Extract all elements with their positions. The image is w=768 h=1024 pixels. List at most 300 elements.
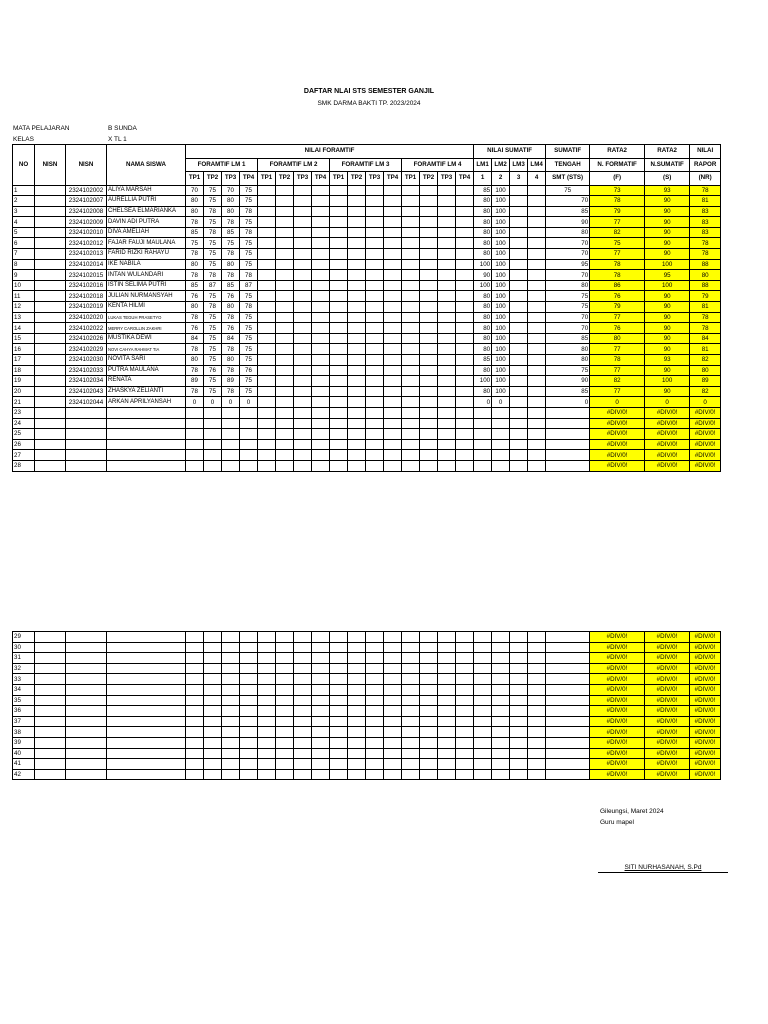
empty-cell xyxy=(528,674,546,685)
avg-formatif: #DIV/0! xyxy=(590,716,645,727)
sts-score: 90 xyxy=(546,376,590,387)
empty-cell xyxy=(107,706,186,717)
empty-cell xyxy=(456,716,474,727)
lm1-score: 80 xyxy=(474,196,492,207)
avg-sumatif: 93 xyxy=(645,355,690,366)
avg-formatif: 77 xyxy=(590,365,645,376)
empty-cell xyxy=(204,429,222,440)
table-row xyxy=(13,259,721,270)
lm1-score: 100 xyxy=(474,280,492,291)
tp-header: TP2 xyxy=(276,172,294,186)
report-grade: 78 xyxy=(690,185,721,196)
empty-cell xyxy=(312,653,330,664)
empty-cell xyxy=(456,439,474,450)
tp-score: 78 xyxy=(222,312,240,323)
table-row xyxy=(13,344,721,355)
tp-score-empty xyxy=(276,386,294,397)
lm2-score: 100 xyxy=(492,344,510,355)
sts-score: 70 xyxy=(546,270,590,281)
avg-sumatif: 90 xyxy=(645,344,690,355)
row-number: 21 xyxy=(13,397,35,408)
lm3-score xyxy=(510,196,528,207)
tp-score-empty xyxy=(438,238,456,249)
empty-cell xyxy=(240,418,258,429)
lm4-score xyxy=(528,386,546,397)
tp-score: 75 xyxy=(240,323,258,334)
tp-score-empty xyxy=(438,185,456,196)
report-grade: 78 xyxy=(690,249,721,260)
tp-score-empty xyxy=(420,376,438,387)
empty-cell xyxy=(186,418,204,429)
empty-cell xyxy=(384,737,402,748)
tp-score-empty xyxy=(456,280,474,291)
student-id: 2324102018 xyxy=(66,291,107,302)
tp-score-empty xyxy=(402,397,420,408)
empty-cell xyxy=(492,727,510,738)
empty-cell xyxy=(35,727,66,738)
tp-score: 70 xyxy=(222,185,240,196)
nisn-cell xyxy=(35,259,66,270)
empty-cell xyxy=(330,418,348,429)
empty-cell xyxy=(330,653,348,664)
tp-score: 80 xyxy=(222,355,240,366)
empty-cell xyxy=(186,684,204,695)
row-number: 6 xyxy=(13,238,35,249)
avg-formatif: #DIV/0! xyxy=(590,439,645,450)
avg-sumatif: #DIV/0! xyxy=(645,706,690,717)
tp-score: 80 xyxy=(222,206,240,217)
empty-cell xyxy=(35,407,66,418)
tp-score-empty xyxy=(366,249,384,260)
empty-cell xyxy=(330,460,348,471)
empty-cell xyxy=(546,642,590,653)
nisn-cell xyxy=(35,376,66,387)
nisn-cell xyxy=(35,291,66,302)
empty-cell xyxy=(510,727,528,738)
empty-cell xyxy=(438,460,456,471)
lm-number-header: 4 xyxy=(528,172,546,186)
empty-cell xyxy=(366,407,384,418)
tp-score-empty xyxy=(312,217,330,228)
empty-cell xyxy=(276,769,294,780)
tp-score: 75 xyxy=(204,185,222,196)
avg-sumatif: #DIV/0! xyxy=(645,418,690,429)
rata2-sumatif-header: RATA2 xyxy=(645,145,690,159)
empty-cell xyxy=(204,450,222,461)
lm4-score xyxy=(528,333,546,344)
lm3-score xyxy=(510,312,528,323)
tp-score-empty xyxy=(456,355,474,366)
empty-cell xyxy=(107,407,186,418)
empty-cell xyxy=(330,684,348,695)
empty-cell xyxy=(107,429,186,440)
empty-cell xyxy=(420,460,438,471)
tp-score-empty xyxy=(258,333,276,344)
avg-sumatif: #DIV/0! xyxy=(645,653,690,664)
report-grade: 79 xyxy=(690,291,721,302)
tp-score-empty xyxy=(384,227,402,238)
empty-cell xyxy=(204,663,222,674)
student-name: NOVITA SARI xyxy=(107,355,186,366)
tp-score: 75 xyxy=(240,196,258,207)
sts-score: 80 xyxy=(546,280,590,291)
tp-score-empty xyxy=(330,280,348,291)
nisn-cell xyxy=(35,217,66,228)
empty-cell xyxy=(330,716,348,727)
empty-cell xyxy=(258,632,276,643)
student-name: RENATA xyxy=(107,376,186,387)
table-row xyxy=(13,249,721,260)
lm3-score xyxy=(510,397,528,408)
tp-score-empty xyxy=(312,185,330,196)
empty-cell xyxy=(66,748,107,759)
lm3-score xyxy=(510,376,528,387)
student-id: 2324102012 xyxy=(66,238,107,249)
empty-cell xyxy=(186,642,204,653)
tp-score: 85 xyxy=(222,227,240,238)
tp-score-empty xyxy=(330,312,348,323)
tp-score: 78 xyxy=(222,270,240,281)
tp-score-empty xyxy=(402,323,420,334)
tp-score-empty xyxy=(402,376,420,387)
tp-score-empty xyxy=(276,196,294,207)
avg-formatif: 78 xyxy=(590,355,645,366)
report-grade: 88 xyxy=(690,259,721,270)
table-row xyxy=(13,196,721,207)
lm1-score: 80 xyxy=(474,302,492,313)
empty-cell xyxy=(348,716,366,727)
empty-cell xyxy=(456,737,474,748)
tp-score-empty xyxy=(258,238,276,249)
table-row xyxy=(13,748,721,759)
col-nisn2-header: NISN xyxy=(66,145,107,186)
table-row xyxy=(13,376,721,387)
tp-score: 80 xyxy=(186,206,204,217)
empty-cell xyxy=(438,737,456,748)
student-name: AURELLIA PUTRI xyxy=(107,196,186,207)
avg-formatif: 0 xyxy=(590,397,645,408)
tp-score-empty xyxy=(420,386,438,397)
lm3-score xyxy=(510,238,528,249)
lm1-score: 80 xyxy=(474,386,492,397)
empty-cell xyxy=(258,439,276,450)
lm4-score xyxy=(528,259,546,270)
tp-score: 85 xyxy=(186,280,204,291)
tp-score-empty xyxy=(330,365,348,376)
empty-cell xyxy=(348,632,366,643)
empty-cell xyxy=(348,450,366,461)
teacher-name: SITI NURHASANAH, S.Pd xyxy=(598,864,728,873)
tp-score: 85 xyxy=(186,227,204,238)
empty-cell xyxy=(384,642,402,653)
empty-cell xyxy=(366,439,384,450)
empty-cell xyxy=(420,632,438,643)
tp-score: 75 xyxy=(204,323,222,334)
student-id: 2324102007 xyxy=(66,196,107,207)
tp-score-empty xyxy=(348,270,366,281)
table-row xyxy=(13,695,721,706)
row-number: 38 xyxy=(13,727,35,738)
report-grade: 81 xyxy=(690,196,721,207)
lm3-score xyxy=(510,270,528,281)
tp-score-empty xyxy=(348,227,366,238)
empty-cell xyxy=(276,695,294,706)
lm3-score xyxy=(510,259,528,270)
empty-cell xyxy=(222,653,240,664)
empty-cell xyxy=(222,450,240,461)
tp-score: 0 xyxy=(204,397,222,408)
tp-score-empty xyxy=(312,397,330,408)
tp-score-empty xyxy=(312,206,330,217)
lm3-score xyxy=(510,355,528,366)
tp-score-empty xyxy=(456,312,474,323)
report-grade: #DIV/0! xyxy=(690,663,721,674)
class-label: KELAS xyxy=(13,136,34,143)
tp-score-empty xyxy=(312,227,330,238)
empty-cell xyxy=(366,460,384,471)
empty-cell xyxy=(546,716,590,727)
avg-sumatif: #DIV/0! xyxy=(645,663,690,674)
row-number: 10 xyxy=(13,280,35,291)
lm2-score: 100 xyxy=(492,376,510,387)
tp-score: 75 xyxy=(204,344,222,355)
table-row xyxy=(13,418,721,429)
empty-cell xyxy=(420,407,438,418)
empty-cell xyxy=(402,407,420,418)
empty-cell xyxy=(384,769,402,780)
empty-cell xyxy=(438,748,456,759)
empty-cell xyxy=(294,727,312,738)
empty-cell xyxy=(258,727,276,738)
table-row xyxy=(13,302,721,313)
empty-cell xyxy=(456,429,474,440)
empty-cell xyxy=(66,684,107,695)
tp-score-empty xyxy=(348,196,366,207)
tp-score: 78 xyxy=(240,227,258,238)
tp-score-empty xyxy=(402,249,420,260)
tp-score: 75 xyxy=(204,312,222,323)
student-id: 2324102029 xyxy=(66,344,107,355)
tp-header: TP3 xyxy=(366,172,384,186)
smt-header: SMT (STS) xyxy=(546,172,590,186)
tp-score-empty xyxy=(330,333,348,344)
tp-score: 87 xyxy=(204,280,222,291)
school-subtitle: SMK DARMA BAKTI TP. 2023/2024 xyxy=(317,100,421,107)
tp-score-empty xyxy=(312,355,330,366)
empty-cell xyxy=(348,663,366,674)
empty-cell xyxy=(186,429,204,440)
tp-score-empty xyxy=(456,397,474,408)
empty-cell xyxy=(528,769,546,780)
sts-score: 75 xyxy=(546,302,590,313)
nisn-cell xyxy=(35,323,66,334)
row-number: 5 xyxy=(13,227,35,238)
empty-cell xyxy=(420,769,438,780)
report-grade: 81 xyxy=(690,344,721,355)
empty-cell xyxy=(528,407,546,418)
empty-cell xyxy=(66,439,107,450)
empty-cell xyxy=(276,439,294,450)
row-number: 28 xyxy=(13,460,35,471)
nisn-cell xyxy=(35,365,66,376)
empty-cell xyxy=(35,695,66,706)
empty-cell xyxy=(546,706,590,717)
empty-cell xyxy=(492,663,510,674)
empty-cell xyxy=(438,439,456,450)
empty-cell xyxy=(546,632,590,643)
empty-cell xyxy=(420,450,438,461)
empty-cell xyxy=(204,737,222,748)
tengah-header: TENGAH xyxy=(546,158,590,172)
table-row xyxy=(13,663,721,674)
row-number: 14 xyxy=(13,323,35,334)
tp-score-empty xyxy=(366,270,384,281)
lm2-score: 100 xyxy=(492,259,510,270)
empty-cell xyxy=(474,632,492,643)
empty-cell xyxy=(420,418,438,429)
report-grade: #DIV/0! xyxy=(690,429,721,440)
tp-score-empty xyxy=(258,185,276,196)
avg-sumatif: 90 xyxy=(645,217,690,228)
report-grade: 88 xyxy=(690,280,721,291)
avg-formatif: #DIV/0! xyxy=(590,727,645,738)
empty-cell xyxy=(35,706,66,717)
tp-score: 78 xyxy=(186,217,204,228)
lm3-score xyxy=(510,365,528,376)
nisn-cell xyxy=(35,185,66,196)
tp-score-empty xyxy=(366,280,384,291)
empty-cell xyxy=(258,695,276,706)
empty-cell xyxy=(546,450,590,461)
tp-score: 78 xyxy=(186,365,204,376)
student-id: 2324102009 xyxy=(66,217,107,228)
empty-cell xyxy=(186,737,204,748)
tp-score-empty xyxy=(276,227,294,238)
tp-score: 78 xyxy=(240,206,258,217)
empty-cell xyxy=(510,642,528,653)
avg-sumatif: #DIV/0! xyxy=(645,759,690,770)
report-grade: 0 xyxy=(690,397,721,408)
tp-score-empty xyxy=(402,270,420,281)
tp-score-empty xyxy=(456,259,474,270)
empty-cell xyxy=(420,727,438,738)
empty-cell xyxy=(492,748,510,759)
empty-cell xyxy=(546,429,590,440)
tp-score: 76 xyxy=(222,291,240,302)
tp-score-empty xyxy=(438,196,456,207)
empty-cell xyxy=(312,632,330,643)
tp-score: 76 xyxy=(186,291,204,302)
avg-sumatif: 90 xyxy=(645,227,690,238)
lm1-score: 80 xyxy=(474,344,492,355)
subject-row xyxy=(13,123,137,134)
tp-score-empty xyxy=(402,386,420,397)
tp-score-empty xyxy=(366,302,384,313)
empty-cell xyxy=(528,439,546,450)
empty-cell xyxy=(35,418,66,429)
empty-cell xyxy=(528,684,546,695)
empty-cell xyxy=(258,737,276,748)
lm-header: LM4 xyxy=(528,158,546,172)
lm2-score: 100 xyxy=(492,312,510,323)
table-row xyxy=(13,206,721,217)
tp-score-empty xyxy=(294,227,312,238)
nisn-cell xyxy=(35,397,66,408)
tp-score-empty xyxy=(438,365,456,376)
empty-cell xyxy=(366,642,384,653)
report-grade: #DIV/0! xyxy=(690,737,721,748)
empty-cell xyxy=(107,632,186,643)
tp-score-empty xyxy=(456,185,474,196)
student-id: 2324102020 xyxy=(66,312,107,323)
report-grade: #DIV/0! xyxy=(690,632,721,643)
empty-cell xyxy=(348,759,366,770)
student-id: 2324102016 xyxy=(66,280,107,291)
empty-cell xyxy=(294,674,312,685)
table-row xyxy=(13,312,721,323)
empty-cell xyxy=(35,759,66,770)
empty-cell xyxy=(510,460,528,471)
tp-score-empty xyxy=(384,217,402,228)
lm2-score: 100 xyxy=(492,386,510,397)
empty-cell xyxy=(294,653,312,664)
grade-table xyxy=(12,144,721,472)
lm3-score xyxy=(510,302,528,313)
tp-header: TP1 xyxy=(258,172,276,186)
empty-cell xyxy=(312,769,330,780)
tp-score-empty xyxy=(402,291,420,302)
empty-cell xyxy=(240,429,258,440)
tp-score: 75 xyxy=(204,386,222,397)
empty-cell xyxy=(258,716,276,727)
empty-cell xyxy=(312,642,330,653)
empty-cell xyxy=(312,674,330,685)
empty-cell xyxy=(384,439,402,450)
avg-sumatif: 90 xyxy=(645,333,690,344)
empty-cell xyxy=(438,653,456,664)
empty-cell xyxy=(456,663,474,674)
lm4-score xyxy=(528,185,546,196)
tp-score: 78 xyxy=(222,365,240,376)
student-name: PUTRA MAULANA xyxy=(107,365,186,376)
lm3-score xyxy=(510,386,528,397)
empty-cell xyxy=(528,653,546,664)
rapor-header: RAPOR xyxy=(690,158,721,172)
empty-cell xyxy=(438,429,456,440)
student-id: 2324102013 xyxy=(66,249,107,260)
tp-score-empty xyxy=(366,185,384,196)
tp-score-empty xyxy=(294,397,312,408)
empty-cell xyxy=(330,663,348,674)
tp-score-empty xyxy=(294,312,312,323)
empty-cell xyxy=(420,684,438,695)
tp-score-empty xyxy=(258,344,276,355)
nisn-cell xyxy=(35,238,66,249)
student-name: DAVIN ADI PUTRA xyxy=(107,217,186,228)
empty-cell xyxy=(258,748,276,759)
tp-score: 75 xyxy=(240,238,258,249)
empty-cell xyxy=(474,695,492,706)
tp-score-empty xyxy=(312,259,330,270)
tp-score-empty xyxy=(384,397,402,408)
table-row xyxy=(13,674,721,685)
empty-cell xyxy=(528,748,546,759)
empty-cell xyxy=(384,460,402,471)
lm2-score: 100 xyxy=(492,270,510,281)
table-row xyxy=(13,429,721,440)
tp-score-empty xyxy=(276,238,294,249)
tp-score-empty xyxy=(402,206,420,217)
